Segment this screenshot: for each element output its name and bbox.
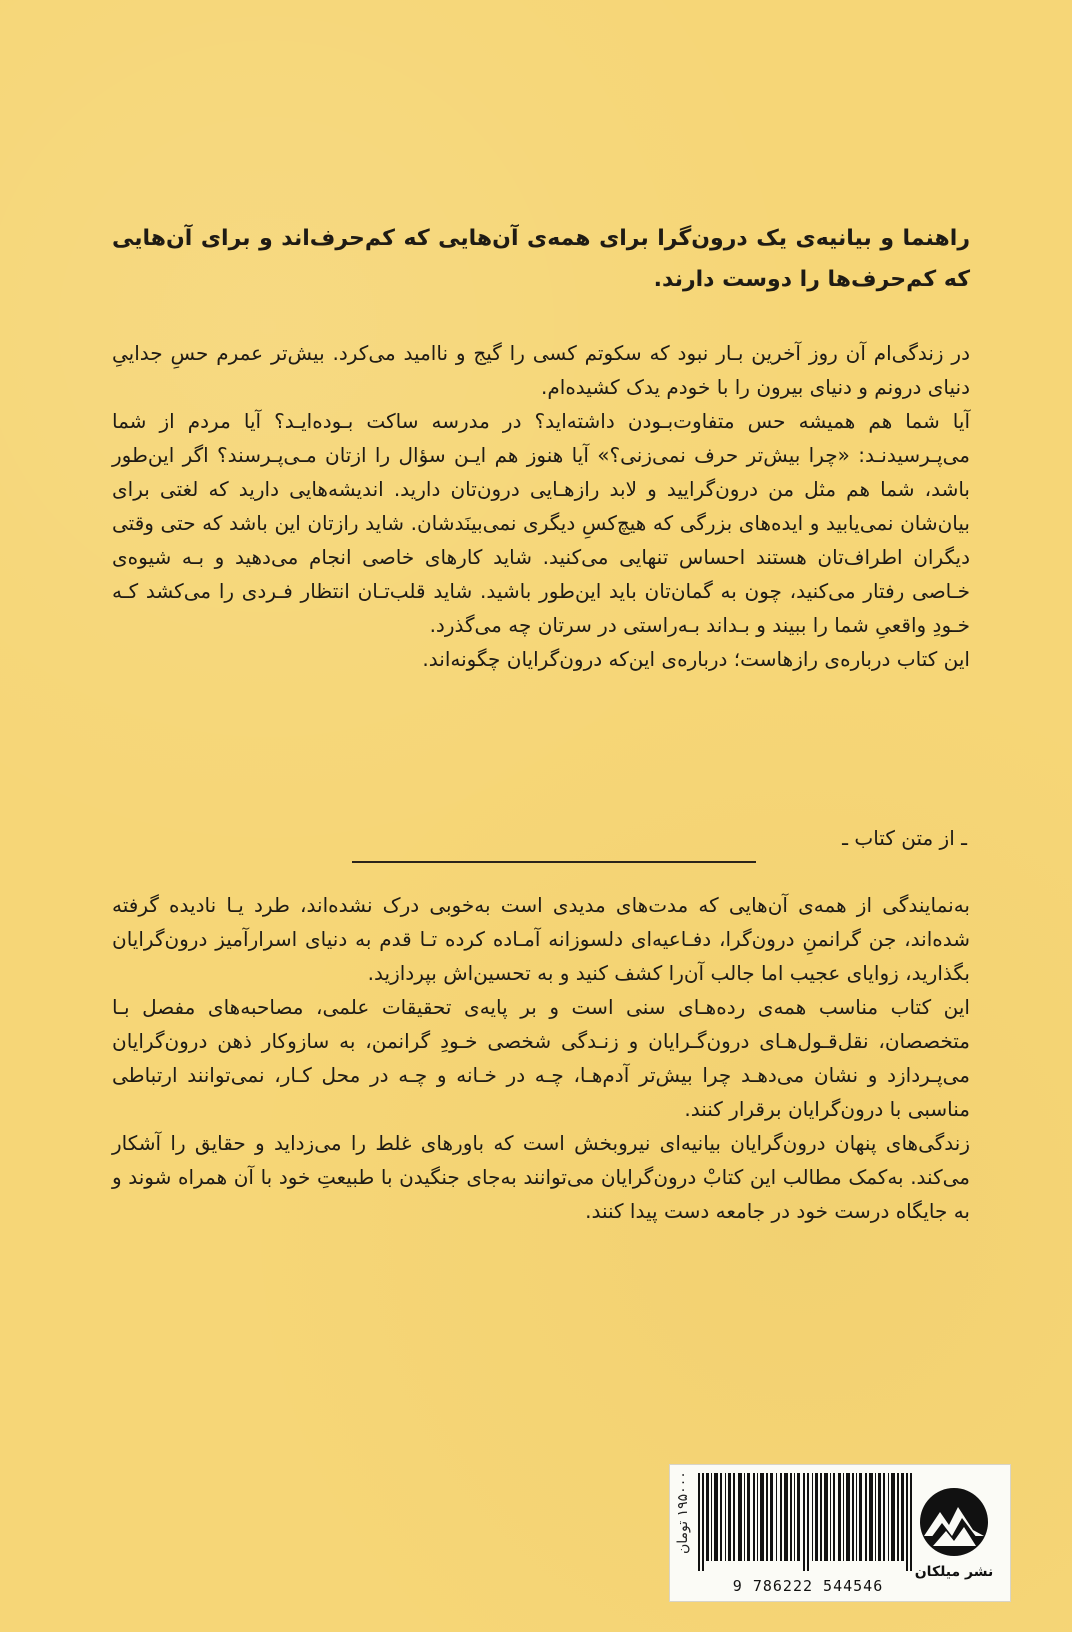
book-excerpt <box>112 336 970 676</box>
description-paragraph-1: به‌نمایندگی از همه‌ی آن‌هایی که مدت‌های مدیدی است به‌خوبی درک نشده‌اند، طرد یـا نادیده گرفته شده‌اند، جن گرانمنِ درون‌گرا، دفـاعیه‌ای دلسوزانه آمـاده کرده تـا قدم به دنیای اسرارآمیز درون‌گرایان بگذارید، زوایای عجیب اما جالب آن‌را کشف کنید و به تحسین‌اش بپردازید. <box>112 893 970 985</box>
excerpt-paragraph-3: این کتاب درباره‌ی رازهاست؛ درباره‌ی این‌که درون‌گرایان چگونه‌اند. <box>422 647 970 671</box>
mountains-logo-icon <box>918 1487 990 1557</box>
isbn-barcode-panel <box>669 1464 1011 1602</box>
isbn-number: 9 786222 544546 <box>732 1577 884 1595</box>
price-label: ۱۹۵۰۰۰ تومان <box>675 1471 691 1554</box>
isbn-barcode <box>698 1473 918 1571</box>
publisher-logo <box>906 1483 1002 1587</box>
intro-statement: راهنما و بیانیه‌ی یک درون‌گرا برای همه‌ی آن‌هایی که کم‌حرف‌اند و برای آن‌هایی که کم‌حرف‌ها را دوست دارند. <box>112 226 970 292</box>
description-paragraph-2: این کتاب مناسب همه‌ی رده‌هـای سنی است و بر پایه‌ی تحقیقات علمی، مصاحبه‌های مفصل بـا متخصصان، نقل‌قـول‌هـای درون‌گـرایان و زنـدگی شخصی خـودِ گرانمن، به سازوکار ذهن درون‌گرایان می‌پـردازد و نشان می‌دهـد چرا بیش‌تر آدم‌هـا، چـه در خـانه و چـه در محل کـار، نمی‌توانند ارتباطی مناسبی با درون‌گرایان برقرار کنند. <box>112 995 970 1121</box>
publisher-name: نشر میلکان <box>914 1564 994 1580</box>
section-divider <box>352 861 756 863</box>
excerpt-paragraph-2: آیا شما هم همیشه حس متفاوت‌بـودن داشته‌اید؟ در مدرسه ساکت بـوده‌ایـد؟ آیا مردم از شما می‌پـرسیدنـد: «چرا بیش‌تر حرف نمی‌زنی؟» آیا هنوز هم ایـن سؤال را ازتان مـی‌پـرسند؟ اگر این‌طور باشد، شما هم مثل من درون‌گرایید و لابد رازهـایی درون‌تان دارید. اندیشه‌هایی دارید که لغتی برای بیان‌شان نمی‌یابید و ایده‌های بزرگی که هیچ‌کسِ دیگری نمی‌بینَدشان. شاید رازتان این باشد که حتی وقتی دیگران اطراف‌تان هستند احساس تنهایی می‌کنید. شاید کارهای خاصی انجام می‌دهید و بـه شیوه‌ی خـاصی رفتار می‌کنید، چون به گمان‌تان باید این‌طور باشید. شاید قلب‌تـان انتظار فـردی را می‌کشد کـه خـودِ واقعیِ شما را ببیند و بـداند بـه‌راستی در سرتان چه می‌گذرد. <box>112 409 970 637</box>
excerpt-attribution: ـ از متن کتاب ـ <box>842 826 967 850</box>
book-description <box>112 888 970 1228</box>
excerpt-paragraph-1: در زندگی‌ام آن روز آخرین بـار نبود که سکوتم کسی را گیج و ناامید می‌کرد. بیش‌تر عمرم حسِ جداییِ دنیای درونم و دنیای بیرون را با خودم یدک کشیده‌ام. <box>112 341 970 399</box>
description-paragraph-3: زندگی‌های پنهان درون‌گرایان بیانیه‌ای نیروبخش است که باورهای غلط را می‌زداید و حقایق را آشکار می‌کند. به‌کمک مطالب این کتابْ درون‌گرایان می‌توانند به‌جای جنگیدن با طبیعتِ خود با آن همراه شوند و به جایگاه درست خود در جامعه دست پیدا کنند. <box>112 1131 970 1223</box>
